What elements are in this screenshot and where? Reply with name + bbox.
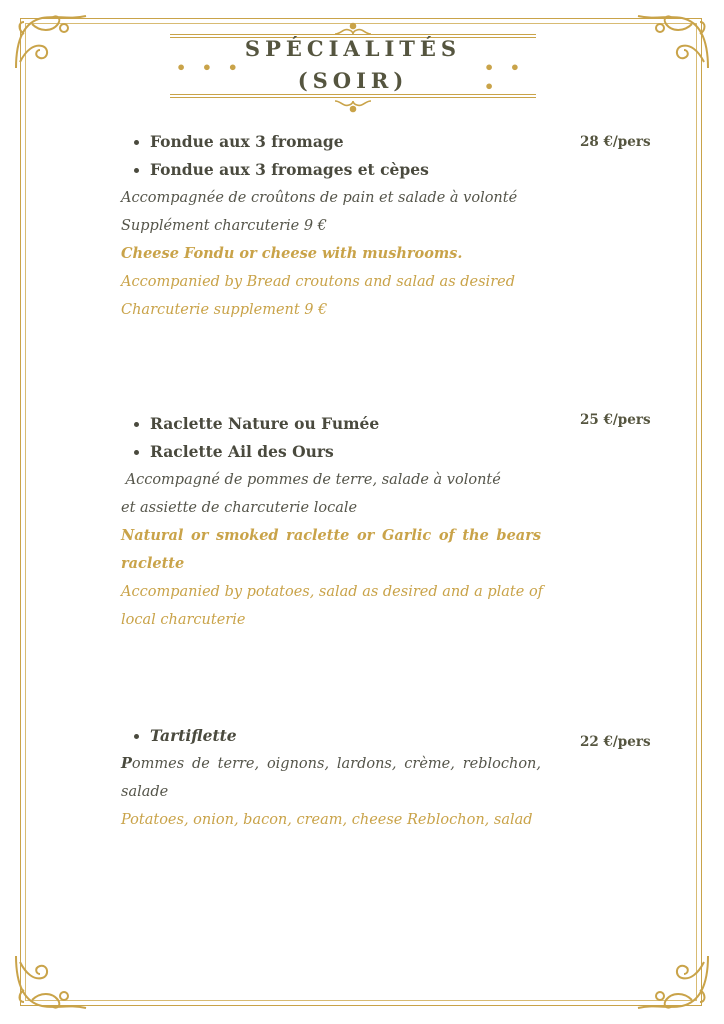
- description-fr: [121, 750, 541, 778]
- menu-item: Raclette Ail des Ours: [121, 438, 541, 466]
- page-title: SPÉCIALITÉS: [244, 36, 462, 61]
- menu-item: Fondue aux 3 fromage: [121, 128, 541, 156]
- menu-section-raclette: [121, 410, 544, 634]
- description-fr: Accompagnée de croûtons de pain et salade à volonté: [121, 190, 518, 206]
- price-label: 28 €/pers: [580, 134, 651, 150]
- description-fr: et assiette de charcuterie locale: [121, 500, 358, 516]
- description-en: Potatoes, onion, bacon, cream, cheese Reblochon, salad: [121, 812, 533, 828]
- menu-header: [170, 20, 536, 110]
- description-en: Charcuterie supplement 9 €: [121, 302, 328, 318]
- corner-ornament-icon: [12, 952, 90, 1014]
- title-en: raclette: [121, 555, 185, 572]
- description-en: Accompanied by Bread croutons and salad as desired: [121, 274, 515, 290]
- title-en: Cheese Fondu or cheese with mushrooms.: [121, 245, 463, 262]
- flourish-icon: [333, 99, 373, 113]
- header-rule: [170, 97, 536, 98]
- corner-ornament-icon: [634, 952, 712, 1014]
- price-label: 25 €/pers: [580, 412, 651, 428]
- corner-ornament-icon: [634, 10, 712, 72]
- corner-ornament-icon: [12, 10, 90, 72]
- decorative-dots: • • •: [176, 58, 243, 77]
- description-en: local charcuterie: [121, 612, 246, 628]
- menu-item: Tartiflette: [121, 722, 541, 750]
- header-rule: [170, 94, 536, 95]
- description-fr: Accompagné de pommes de terre, salade à volonté: [121, 472, 501, 488]
- description-fr: salade: [121, 784, 169, 800]
- menu-item: Raclette Nature ou Fumée: [121, 410, 541, 438]
- price-label: 22 €/pers: [580, 734, 651, 750]
- decorative-dots: • • •: [484, 58, 526, 96]
- header-rule: [170, 34, 536, 35]
- lead-letter: P: [121, 755, 132, 772]
- title-en: Natural or smoked raclette or Garlic of the bears: [121, 527, 541, 544]
- description-en: Accompanied by potatoes, salad as desired and a plate of: [121, 584, 544, 600]
- page-subtitle: (SOIR): [297, 68, 409, 93]
- menu-section-fondue: [121, 128, 541, 324]
- description-fr: Supplément charcuterie 9 €: [121, 218, 327, 234]
- menu-item: Fondue aux 3 fromages et cèpes: [121, 156, 541, 184]
- description-fr-text: ommes de terre, oignons, lardons, crème, reblochon,: [131, 756, 541, 772]
- menu-section-tartiflette: [121, 722, 541, 834]
